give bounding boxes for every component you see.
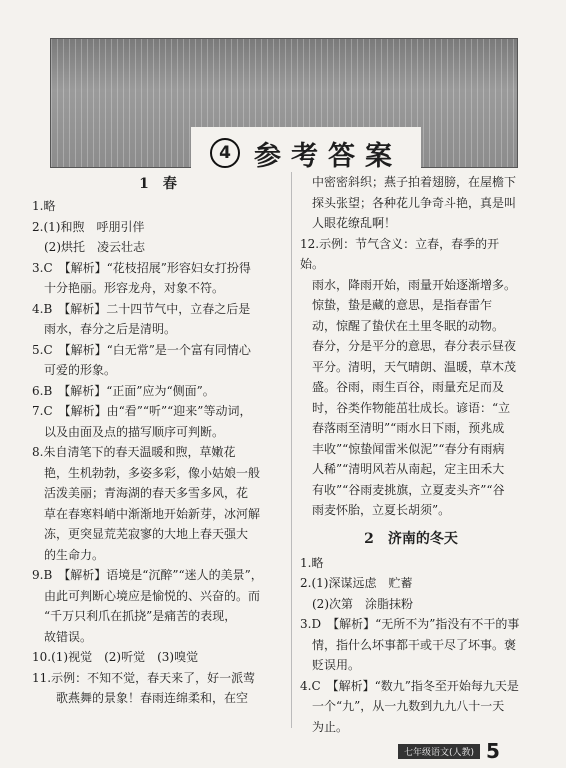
answer-line: 丰收”“惊蛰闻雷米似泥”“春分有雨病	[300, 441, 505, 456]
answer-line: 歌燕舞的景象！春雨连绵柔和，在空	[32, 691, 249, 705]
answer-line: (2)次第 涂脂抹粉	[300, 596, 413, 611]
answer-line: 6.B 【解析】“正面”应为“侧面”。	[32, 383, 215, 398]
answer-line: 艳，生机勃勃，多姿多彩，像小姑娘一般	[32, 465, 261, 480]
answer-line: 活泼美丽；青海湖的春天多雪多风，花	[32, 486, 249, 500]
answer-line: 中密密斜织；燕子拍着翅膀，在屋檐下	[300, 175, 517, 189]
answer-line: 平分。清明，天气晴朗、温暖，草木茂	[300, 359, 517, 374]
answer-line: 1.略	[32, 199, 56, 213]
answer-line: 贬误用。	[300, 658, 361, 672]
answer-line: 有收”“谷雨麦挑旗，立夏麦头齐”“谷	[300, 482, 505, 497]
answer-line: 人稀”“清明风若从南起，定主田禾大	[300, 462, 505, 476]
answer-line: 草在春寒料峭中渐渐地开始新芽，冰河解	[32, 506, 261, 521]
answer-line: 雨水，春分之后是清明。	[32, 322, 177, 336]
answer-line: 2.(1)深谋远虑 贮蓄	[300, 576, 413, 590]
answer-line: “千万只利爪在抓挠”是痛苦的表现，	[32, 609, 237, 623]
answer-line: 由此可判断心境应是愉悦的、兴奋的。而	[32, 588, 261, 603]
section-title-chun: 1 春	[139, 176, 177, 192]
left-answer-list	[32, 196, 284, 709]
answer-line: 8.朱自清笔下的春天温暖和煦，草嫩花	[32, 445, 236, 459]
answer-line: 一个“九”，从一九数到九九八十一天	[300, 699, 505, 713]
section-title-jinan: 2 济南的冬天	[364, 530, 458, 547]
answer-line: 人眼花缭乱啊！	[300, 216, 397, 230]
answer-line: 雨水，降雨开始，雨量开始逐渐增多。	[300, 277, 517, 292]
answer-line: 盛。谷雨，雨生百谷，雨量充足而及	[300, 380, 505, 394]
answer-line: 为止。	[300, 719, 349, 734]
answer-line: 1.略	[300, 555, 324, 570]
answer-line: 5.C 【解析】“白无常”是一个富有同情心	[32, 342, 251, 357]
left-column	[32, 172, 284, 709]
answer-line: 时，谷类作物能茁壮成长。谚语：“立	[300, 400, 511, 415]
answer-line: 十分艳丽。形容龙舟，对象不符。	[32, 281, 225, 295]
right-column	[300, 172, 522, 737]
answer-line: 惊蛰，蛰是藏的意思，是指春雷乍	[300, 298, 493, 312]
footer-label: 七年级语文(人教)	[398, 744, 480, 759]
answer-line: 动，惊醒了蛰伏在土里冬眠的动物。	[300, 318, 505, 333]
answer-line: 雨麦怀胎，立夏长胡须”。	[300, 503, 451, 517]
answer-line: 春分，分是平分的意思，春分表示昼夜	[300, 339, 517, 353]
answer-line: 10.(1)视觉 (2)听觉 (3)嗅觉	[32, 650, 199, 664]
answer-line: 探头张望；各种花儿争奇斗艳，真是叫	[300, 195, 517, 210]
answer-line: 4.B 【解析】二十四节气中，立春之后是	[32, 301, 251, 316]
answer-line: 4.C 【解析】“数九”指冬至开始每九天是	[300, 678, 519, 693]
answer-line: 3.D 【解析】“无所不为”指没有不干的事	[300, 617, 520, 631]
answer-line: 的生命力。	[32, 547, 105, 562]
answer-line: 冻，更突显荒芜寂寥的大地上春天强大	[32, 527, 249, 541]
header-banner	[50, 38, 518, 172]
circled-number: 4	[210, 138, 240, 168]
answer-line: (2)烘托 凌云壮志	[32, 240, 145, 254]
page-title: 参考答案	[254, 140, 402, 172]
answer-line: 以及由面及点的描写顺序可判断。	[32, 424, 225, 439]
answer-line: 故错误。	[32, 629, 93, 644]
answer-line: 2.(1)和煦 呼朋引伴	[32, 219, 145, 234]
answer-line: 7.C 【解析】由“看”“听”“迎来”等动词，	[32, 404, 252, 418]
answer-line: 12.示例：节气含义：立春，春季的开始。	[300, 236, 500, 271]
answer-line: 11.示例：不知不觉，春天来了，好一派莺	[32, 670, 256, 685]
page-number: 5	[486, 739, 500, 763]
page-footer	[398, 739, 528, 763]
right-answer-list-top	[300, 172, 522, 521]
answer-line: 3.C 【解析】“花枝招展”形容妇女打扮得	[32, 260, 251, 275]
answer-line: 情，指什么坏事都干或干尽了坏事。褒	[300, 637, 517, 652]
answer-line: 可爱的形象。	[32, 363, 117, 377]
answer-line: 春落雨至清明”“雨水日下雨，预兆成	[300, 421, 505, 435]
right-answer-list-bottom	[300, 553, 522, 738]
column-divider	[291, 172, 292, 728]
answer-line: 9.B 【解析】语境是“沉醉”“迷人的美景”，	[32, 568, 263, 582]
